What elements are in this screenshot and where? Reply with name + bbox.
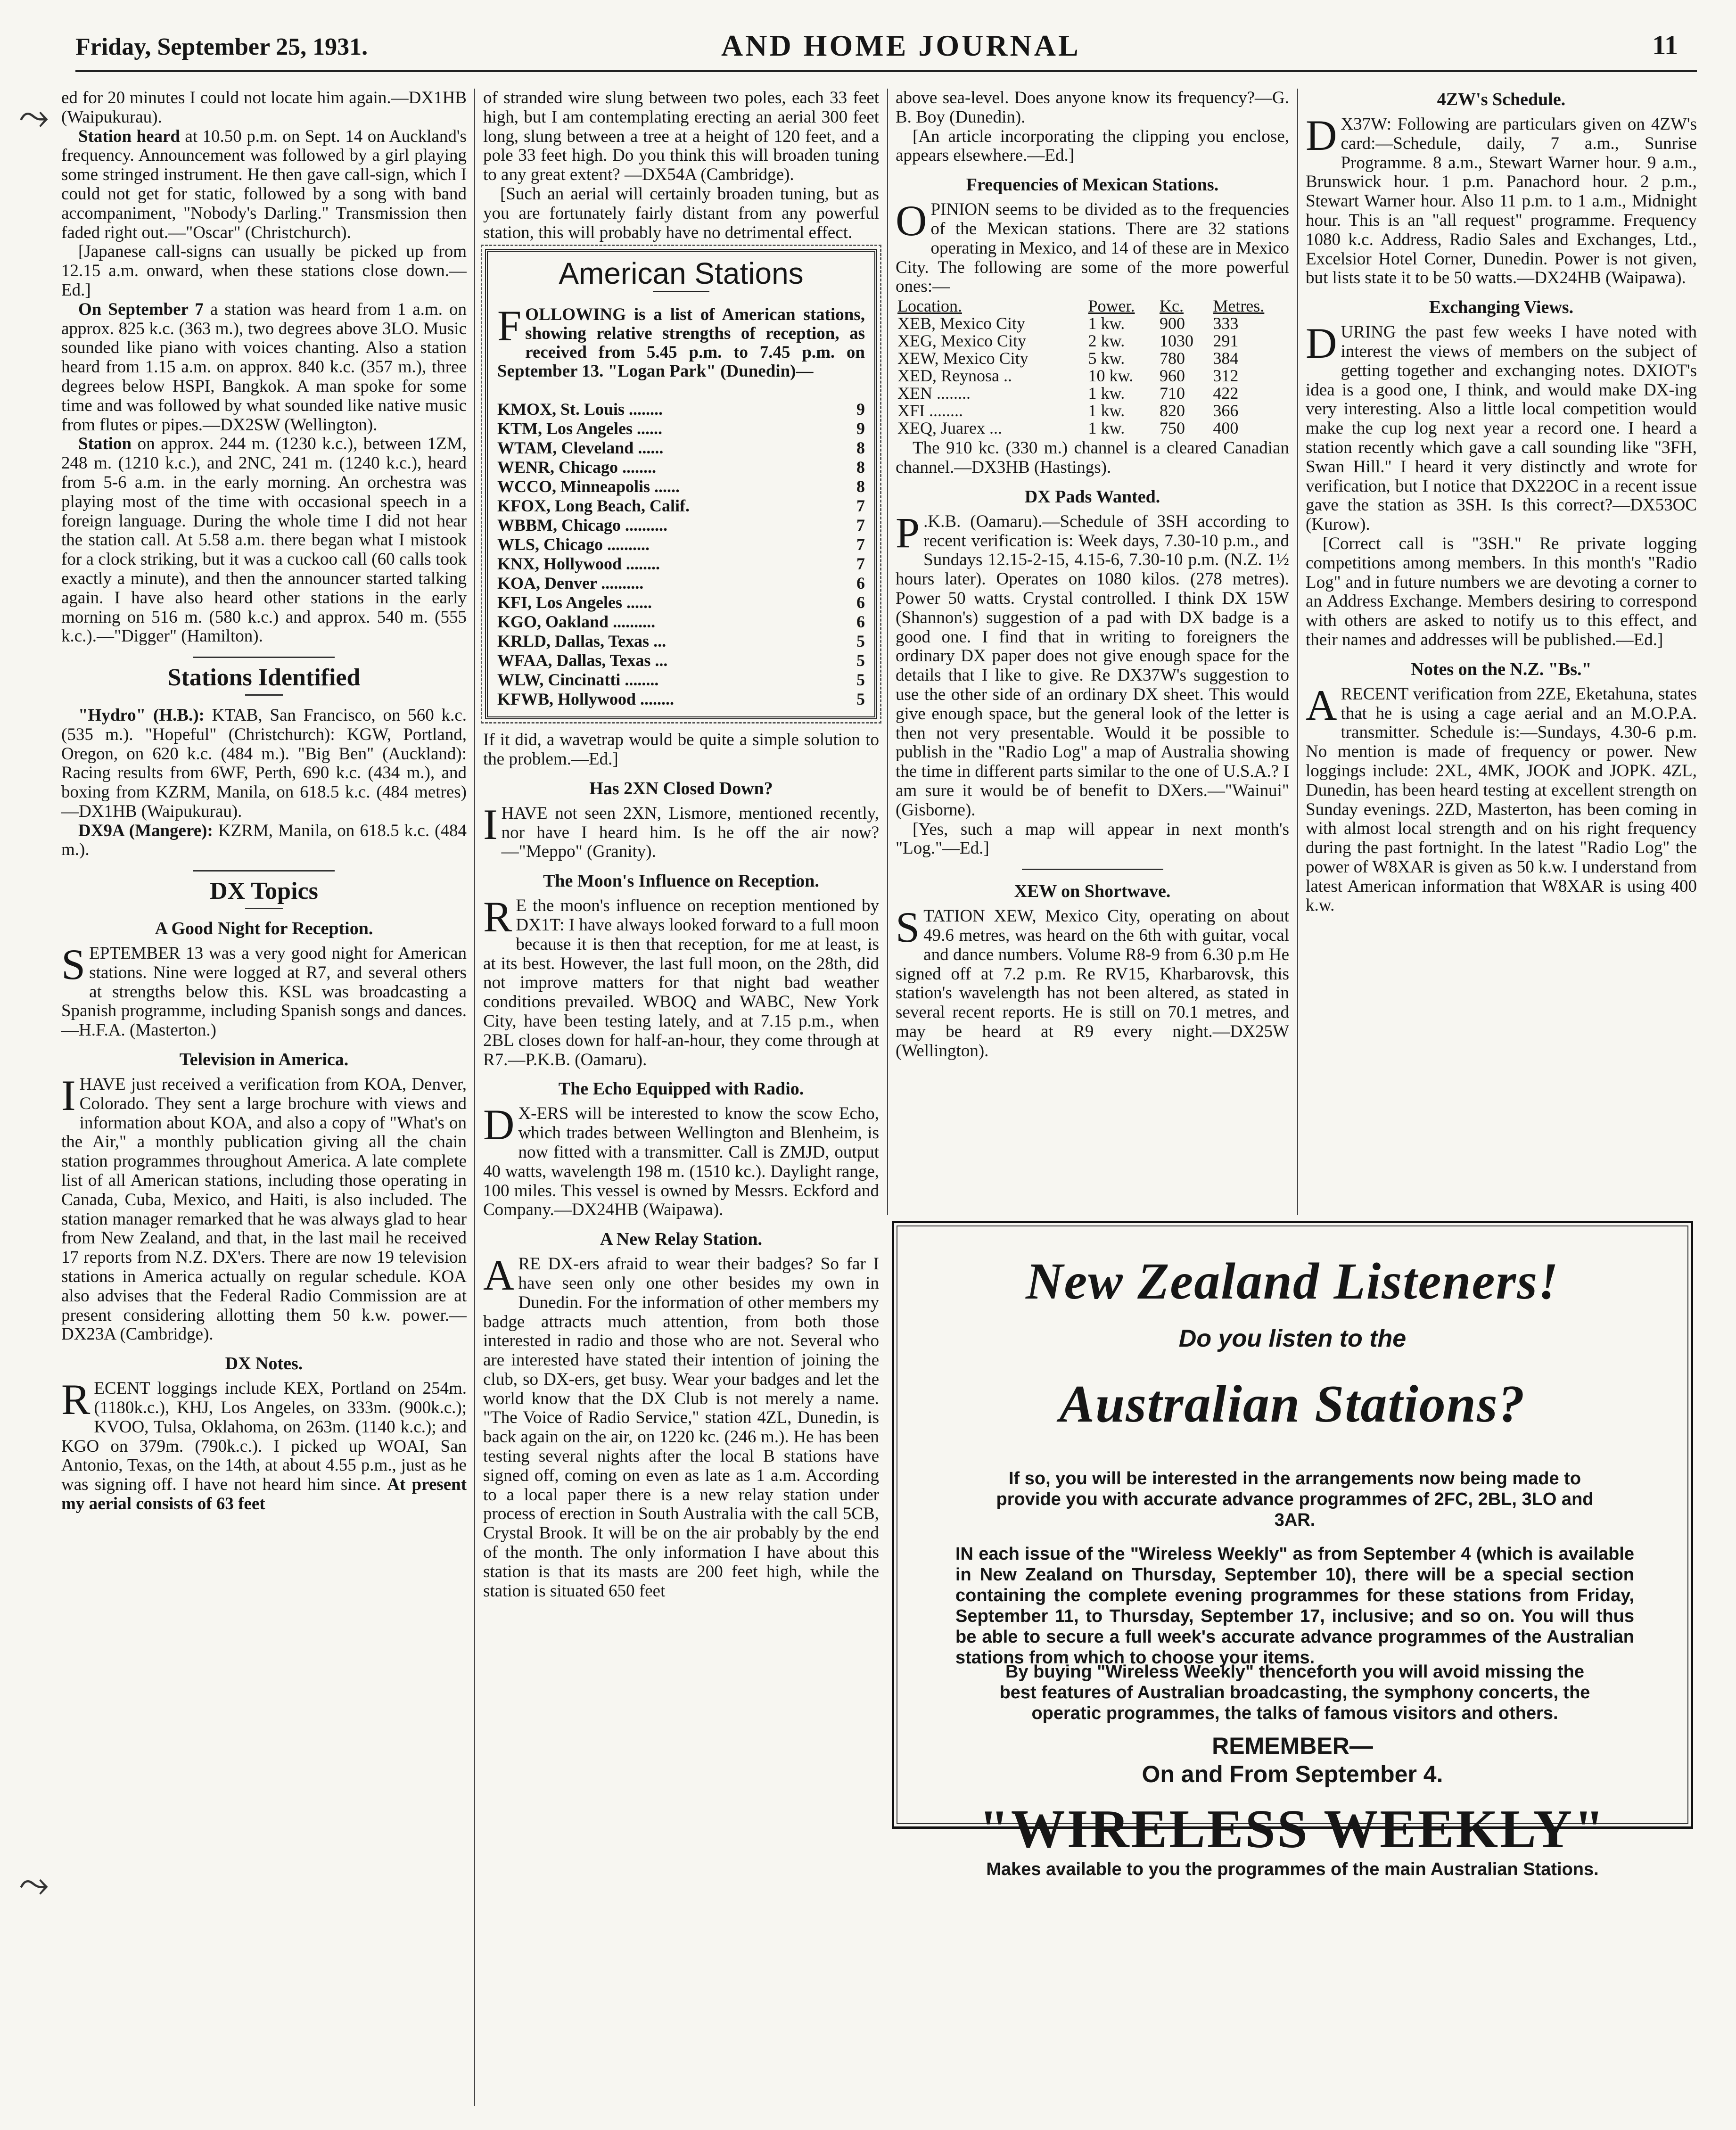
article-text: of stranded wire slung between two poles, each 33 feet high, but I am contemplating erecting an aerial 300 feet long, slung between a tree at a height of 120 feet, and a pole 33 feet high. Do you think this will broaden tuning to any great extent? —DX54A (Cambridge). — [483, 89, 879, 185]
editor-note: [Such an aerial will certainly broaden tuning, but as you are fortunately fairly distant from any powerful station, this will probably have no detrimental effect. — [483, 184, 879, 242]
station-strength: 9 — [856, 400, 865, 419]
table-row — [497, 419, 865, 438]
ad-brand: "WIRELESS WEEKLY" — [979, 1799, 1606, 1859]
article-text: RECENT loggings include KEX, Portland on 254m. (1180k.c.), KHJ, Los Angeles, on 333m. (900k.c.); KVOO, Tulsa, Oklahoma, on 263m. (1140 k.c.); and KGO on 379m. (790k.c.). I picked up WOAI, San Antonio, Texas, on the 14th, at about 4.55 p.m., just as he was signing off. I have not heard him since. At present my aerial consists of 63 feet — [61, 1379, 467, 1513]
station-name: WFAA, Dallas, Texas ... — [497, 651, 668, 670]
article-text: SEPTEMBER 13 was a very good night for American stations. Nine were logged at R7, and several others at strengths below this. KSL was broadcasting a Spanish programme, including Spanish songs and dances.—H.F.A. (Masterton.) — [61, 944, 467, 1040]
station-name: KTM, Los Angeles ...... — [497, 419, 663, 438]
table-row — [497, 535, 865, 554]
table-cell: 820 — [1160, 401, 1185, 420]
pen-mark-icon: ⤳ — [19, 1862, 49, 1906]
ad-remember: REMEMBER— — [1212, 1733, 1373, 1759]
station-name: KFOX, Long Beach, Calif. — [497, 496, 690, 516]
article-text: On September 7 a station was heard from 1 a.m. on approx. 825 k.c. (363 m.), two degrees above 3LO. Music sounded like piano with voices chanting. Also a station heard from 1.15 a.m. on approx. 840 k.c. (357 m.), three degrees below HSPI, Bangkok. A man spoke for some time and was followed by what sounded like native music from flutes or pipes.—DX2SW (Wellington). — [61, 300, 467, 435]
ad-body: IN each issue of the "Wireless Weekly" as from September 4 (which is available in New Zealand on Thursday, September 10), there will be a special section containing the complete evening programmes for these stations from Friday, September 11, to Thursday, September 17, inclusive; and so on. You will thus be able to secure a full week's accurate advance programmes of the Australian stations from which to choose your items. — [955, 1544, 1634, 1668]
subheading: A Good Night for Reception. — [155, 919, 373, 939]
article-text: DX9A (Mangere): KZRM, Manila, on 618.5 k.c. (484 m.). — [61, 821, 467, 860]
editor-note: [An article incorporating the clipping you enclose, appears elsewhere.—Ed.] — [896, 127, 1289, 165]
column-header: Kc. — [1160, 296, 1184, 316]
table-cell: XEB, Mexico City — [897, 314, 1025, 333]
subheading: Exchanging Views. — [1429, 297, 1574, 318]
station-strength: 6 — [856, 612, 865, 632]
table-cell: 780 — [1160, 349, 1185, 368]
section-divider — [193, 870, 335, 872]
ad-tagline: Makes available to you the programmes of the main Australian Stations. — [986, 1859, 1599, 1879]
station-strength: 5 — [856, 632, 865, 651]
table-cell: 750 — [1160, 419, 1185, 438]
ad-headline: New Zealand Listeners! — [1026, 1252, 1559, 1310]
table-cell: XEW, Mexico City — [897, 349, 1028, 368]
article-text: DURING the past few weeks I have noted with interest the views of members on the subject of getting together and exchanging notes. DXIOT's idea is a good one, I think, and would make DX-ing very interesting. Also a little local competition would make the cup log next year a record one. I heard a station recently which gave a call sounding like "3FH, Swan Hill." I heard it very distinctly and wrote for verification, but I notice that DX22OC in a recent issue gave the station as 3SH. Is this correct?—DX53OC (Kurow). — [1306, 323, 1697, 535]
column-rule — [1297, 89, 1298, 1215]
subheading: Frequencies of Mexican Stations. — [966, 175, 1219, 195]
table-cell: XED, Reynosa .. — [897, 366, 1012, 386]
station-strength: 7 — [856, 535, 865, 554]
table-cell: XEQ, Juarex ... — [897, 419, 1002, 438]
table-row — [497, 516, 865, 535]
article-text: STATION XEW, Mexico City, operating on about 49.6 metres, was heard on the 6th with guitar, vocal and dance numbers. Volume R8-9 from 6.30 p.m He signed off at 7.2 p.m. Re RV15, Kharbarovsk, this station's wavelength has not been altered, as stated in several recent reports. He is still on 70.1 metres, and may be heard at R9 every night.—DX25W (Wellington). — [896, 907, 1289, 1061]
box-intro: FOLLOWING is a list of American stations, showing relative strengths of reception, as received from 5.45 p.m. to 7.45 p.m. on September 13. "Logan Park" (Dunedin)— — [497, 302, 865, 381]
station-strength: 7 — [856, 496, 865, 516]
section-heading: Stations Identified — [167, 664, 361, 691]
table-cell: 384 — [1213, 349, 1239, 368]
table-row — [497, 438, 865, 458]
article-text: IHAVE not seen 2XN, Lismore, mentioned recently, nor have I heard him. Is he off the air now?—"Meppo" (Granity). — [483, 804, 879, 862]
station-name: KGO, Oakland .......... — [497, 612, 656, 632]
ad-headline: Australian Stations? — [1059, 1375, 1526, 1433]
box-title: American Stations — [559, 256, 804, 291]
station-name: WBBM, Chicago .......... — [497, 516, 668, 535]
article-text: Station heard at 10.50 p.m. on Sept. 14 on Auckland's frequency. Announcement was followed by a girl playing some stringed instrument. He then gave call-sign, which I could not get for static, followed by a song with band accompaniment, "Nobody's Darling." Transmission then faded right out.—"Oscar" (Christchurch). — [61, 127, 467, 242]
table-cell: 900 — [1160, 314, 1185, 333]
issue-date: Friday, September 25, 1931. — [75, 33, 368, 60]
subheading: XEW on Shortwave. — [1014, 881, 1171, 902]
column-header: Metres. — [1213, 296, 1265, 316]
box-rule — [653, 291, 709, 292]
station-strength: 9 — [856, 419, 865, 438]
table-cell: 422 — [1213, 384, 1239, 403]
article-text: above sea-level. Does anyone know its frequency?—G. B. Boy (Dunedin). — [896, 89, 1289, 127]
table-cell: XFI ........ — [897, 401, 963, 420]
section-divider — [193, 657, 335, 658]
station-name: WLS, Chicago .......... — [497, 535, 650, 554]
article-text: OPINION seems to be divided as to the frequencies of the Mexican stations. There are 32 stations operating in Mexico, and 14 of these are in Mexico City. The following are some of the more powerful ones:— — [896, 200, 1289, 296]
station-name: KMOX, St. Louis ........ — [497, 400, 663, 419]
table-row — [497, 400, 865, 419]
pen-mark-icon: ⤳ — [19, 94, 49, 138]
article-text: D X37W: Following are particulars given on 4ZW's card:—Schedule, daily, 7 a.m., Sunrise Programme. 8 a.m., Stewart Warner hour. 9 a.m., Brunswick hour. 1 p.m. Panachord hour. 2 p.m., Stewart Warner hour. Also 11 p.m. to 1 a.m., Midnight hour. This is an "all request" programme. Frequency 1080 k.c. Address, Radio Sales and Exchanges, Ltd., Excelsior Hotel Corner, Dunedin. Power is not given, but lists state it to be 50 watts.—DX24HB (Waipawa). — [1306, 115, 1697, 288]
wireless-weekly-advertisement — [892, 1221, 1693, 1879]
station-strength: 8 — [856, 458, 865, 477]
table-cell: 2 kw. — [1088, 331, 1125, 351]
heading-rule — [245, 694, 283, 696]
ad-remember-date: On and From September 4. — [1142, 1761, 1443, 1787]
subheading: 4ZW's Schedule. — [1437, 90, 1566, 109]
editor-note: If it did, a wavetrap would be quite a simple solution to the problem.—Ed.] — [483, 731, 879, 769]
column-header: Power. — [1088, 296, 1135, 316]
ad-intro: If so, you will be interested in the arrangements now being made to provide you with accurate advance programmes of 2FC, 2BL, 3LO and 3AR. — [996, 1469, 1594, 1530]
station-strength: 5 — [856, 690, 865, 709]
station-strength: 8 — [856, 477, 865, 496]
article-text: Station on approx. 244 m. (1230 k.c.), between 1ZM, 248 m. (1210 k.c.), and 2NC, 241 m. (1240 k.c.), heard from 5-6 a.m. in the early morning. An orchestra was playing most of the time with occasional speech in a foreign language. During the whole time I did not hear the station call. At 5.58 a.m. there began what I mistook for a clock striking, but it was a cuckoo call (60 calls took exactly a minute), and then the announcer started talking again. I have also heard other stations in the early morning on 516 m. (580 k.c.) and approx. 540 m. (555 k.c.).—"Digger" (Hamilton). — [61, 435, 467, 646]
article-text: ARE DX-ers afraid to wear their badges? So far I have seen only one other besides my own in Dunedin. For the information of other members my badge attracts much attention, from both those interested in radio and those who are not. Several who are interested have stated their intention of joining the club, so DX-ers, get busy. Wear your badges and let the world know that the DX Club is not merely a name. "The Voice of Radio Service," station 4ZL, Dunedin, is back again on the air, on 1220 kc. (246 m.). He has been testing several nights after the local B stations have signed off, coming on even as late as 1 a.m. According to a local paper there is a new relay station under process of erection in South Australia with the call 5CB, Crystal Brook. It will be on the air probably by the end of the month. The only information I have about this station is that its masts are 200 feet high, while the station is situated 650 feet — [483, 1255, 879, 1601]
editor-note: [Yes, such a map will appear in next month's "Log."—Ed.] — [896, 820, 1289, 858]
table-cell: 1 kw. — [1088, 384, 1125, 403]
station-strength: 8 — [856, 438, 865, 458]
table-cell: 333 — [1213, 314, 1239, 333]
subheading: Notes on the N.Z. "Bs." — [1411, 659, 1592, 679]
column-rule — [887, 89, 888, 1215]
ad-subheadline: Do you listen to the — [1178, 1325, 1407, 1352]
column-1 — [61, 89, 467, 1514]
subheading: A New Relay Station. — [600, 1229, 763, 1250]
station-name: KFWB, Hollywood ........ — [497, 690, 675, 709]
table-cell: XEN ........ — [897, 384, 971, 403]
column-4 — [1306, 89, 1697, 915]
table-row — [497, 477, 865, 496]
article-text: The 910 kc. (330 m.) channel is a cleared Canadian channel.—DX3HB (Hastings). — [896, 439, 1289, 477]
station-name: KFI, Los Angeles ...... — [497, 593, 652, 612]
header-rule — [75, 70, 1697, 72]
article-text: IHAVE just received a verification from KOA, Denver, Colorado. They sent a large brochure with views and information about KOA, and also a copy of "What's on the Air," a monthly publication giving all the chain station programmes throughout America. A late complete list of all American stations, including those operating in Canada, Cuba, Mexico, and Haiti, is also included. The station manager remarked that he was always glad to hear from New Zealand, and that, in the last mail he received 17 reports from N.Z. DX'ers. There are now 19 television stations in America actually on regular schedule. KOA also advises that the Federal Radio Commission are at present considering allotting them 50 k.w. power.—DX23A (Cambridge). — [61, 1075, 467, 1344]
table-row — [497, 574, 865, 593]
subheading: The Moon's Influence on Reception. — [543, 871, 819, 891]
table-cell: 10 kw. — [1088, 366, 1134, 386]
station-name: WTAM, Cleveland ...... — [497, 438, 664, 458]
table-row — [497, 612, 865, 632]
table-cell: 710 — [1160, 384, 1185, 403]
station-strength: 5 — [856, 651, 865, 670]
article-text: R E the moon's influence on reception mentioned by DX1T: I have always looked forward to a full moon because it is then that reception, for me at least, is at its best. However, the last full moon, on the 28th, did not improve matters for that night bad weather conditions prevailed. WBOQ and WABC, New York City, have been testing lately, and at 7.15 p.m., when 2BL closes down for half-an-hour, they come through at R7.—P.K.B. (Oamaru). — [483, 896, 879, 1069]
table-row — [497, 458, 865, 477]
table-row — [497, 651, 865, 670]
table-row — [896, 419, 1289, 437]
table-cell: 1030 — [1160, 331, 1194, 351]
article-text: ed for 20 minutes I could not locate him again.—DX1HB (Waipukurau). — [61, 89, 467, 127]
article-text: D X-ERS will be interested to know the scow Echo, which trades between Wellington and Blenheim, is now fitted with a transmitter. Call is ZMJD, output 40 watts, wavelength 198 m. (1510 kc.). Daylight range, 100 miles. This vessel is owned by Messrs. Eckford and Company.—DX24HB (Waipawa). — [483, 1104, 879, 1220]
table-row — [896, 315, 1289, 332]
article-text: P .K.B. (Oamaru).—Schedule of 3SH according to recent verification is: Week days, 7.30-10 p.m., and Sundays 12.15-2-15, 4.15-6, 7.30-10 p.m. (N.Z. 1½ hours later). Operates on 1080 kilos. (278 metres). Power 50 watts. Crystal controlled. I think DX 15W (Shannon's) suggestion of a pad with DX badge is a good one. I find that in writing to foreigners the ordinary DX paper does not give enough space for the details that I like to give. Re DX37W's suggestion to use the other side of an ordinary DX sheet. This would give enough space, but the general look of the letter is then not very presentable. Would it be possible to publish in the "Radio Log" a map of Australia showing the time in different parts similar to the one of U.S.A.? I am sure it would be of benefit to DXers.—"Wainui" (Gisborne). — [896, 512, 1289, 820]
table-cell: 1 kw. — [1088, 419, 1125, 438]
station-strength: 6 — [856, 574, 865, 593]
subheading: The Echo Equipped with Radio. — [558, 1079, 804, 1099]
table-cell: 400 — [1213, 419, 1239, 438]
masthead-title: AND HOME JOURNAL — [721, 29, 1081, 62]
table-row — [896, 332, 1289, 350]
section-divider — [1022, 869, 1163, 870]
table-row — [497, 690, 865, 709]
stations-table — [497, 400, 865, 709]
table-cell: 960 — [1160, 366, 1185, 386]
station-name: WENR, Chicago ........ — [497, 458, 657, 477]
mexican-stations-table — [896, 297, 1289, 437]
table-row — [497, 670, 865, 690]
column-rule — [474, 89, 475, 2106]
station-strength: 6 — [856, 593, 865, 612]
subheading: DX Pads Wanted. — [1024, 486, 1160, 507]
subheading: DX Notes. — [225, 1354, 303, 1374]
table-cell: 366 — [1213, 401, 1239, 420]
station-strength: 5 — [856, 670, 865, 690]
table-row — [497, 593, 865, 612]
column-header: Location. — [897, 296, 962, 316]
page-header — [75, 25, 1678, 72]
column-3 — [896, 89, 1289, 1061]
table-cell: 291 — [1213, 331, 1239, 351]
table-cell: XEG, Mexico City — [897, 331, 1026, 351]
subheading: Has 2XN Closed Down? — [589, 778, 773, 798]
heading-rule — [245, 908, 283, 909]
table-row — [896, 402, 1289, 419]
table-cell: 1 kw. — [1088, 314, 1125, 333]
table-row — [896, 367, 1289, 385]
article-text: ARECENT verification from 2ZE, Eketahuna, states that he is using a cage aerial and an M.O.P.A. transmitter. Schedule is:—Sundays, 4.30-6 p.m. No mention is made of frequency or power. New loggings include: 2XL, 4MK, JOOK and JOPK. 4ZL, Dunedin, has been heard testing at excellent strength on Sunday evenings. 2ZD, Masterton, has been coming in with almost local strength and on his right frequency during the past fortnight. In the latest "Radio Log" the power of W8XAR is given as 50 k.w. I understand from latest American information that W8XAR is using 400 k.w. — [1306, 684, 1697, 915]
table-row — [497, 554, 865, 574]
table-row — [896, 350, 1289, 367]
american-stations-box — [485, 249, 877, 719]
station-name: WLW, Cincinatti ........ — [497, 670, 659, 690]
table-row — [497, 496, 865, 516]
table-cell: 5 kw. — [1088, 349, 1125, 368]
station-name: KNX, Hollywood ........ — [497, 554, 660, 574]
article-text: "Hydro" (H.B.): KTAB, San Francisco, on 560 k.c. (535 m.). "Hopeful" (Christchurch): KGW, Portland, Oregon, on 620 k.c. (484 m.). "Big Ben" (Auckland): Racing results from 6WF, Perth, 690 k.c. (434 m.), and boxing from KZRM, Manila, on 618.5 k.c. (484 metres) —DX1HB (Waipukurau). — [61, 706, 467, 821]
station-strength: 7 — [856, 554, 865, 574]
section-heading: DX Topics — [210, 878, 318, 905]
ad-body: By buying "Wireless Weekly" thenceforth you will avoid missing the best features of Australian broadcasting, the symphony concerts, the operatic programmes, the talks of famous visitors and others. — [999, 1662, 1590, 1723]
subheading: Television in America. — [179, 1050, 349, 1070]
editor-note: [Correct call is "3SH." Re private logging competitions among members. In this month's "Radio Log" and in future numbers we are devoting a corner to an Address Exchange. Members desiring to correspond with others are asked to notify us to this effect, and their names and addresses will be published.—Ed.] — [1306, 534, 1697, 650]
page-number: 11 — [1652, 30, 1678, 60]
table-cell: 312 — [1213, 366, 1239, 386]
table-row — [497, 632, 865, 651]
editor-note: [Japanese call-signs can usually be picked up from 12.15 a.m. onward, when these stations close down.—Ed.] — [61, 242, 467, 300]
column-2 — [483, 89, 879, 1601]
station-name: WCCO, Minneapolis ...... — [497, 477, 680, 496]
station-strength: 7 — [856, 516, 865, 535]
station-name: KOA, Denver .......... — [497, 574, 644, 593]
table-row — [896, 385, 1289, 402]
table-cell: 1 kw. — [1088, 401, 1125, 420]
station-name: KRLD, Dallas, Texas ... — [497, 632, 666, 651]
